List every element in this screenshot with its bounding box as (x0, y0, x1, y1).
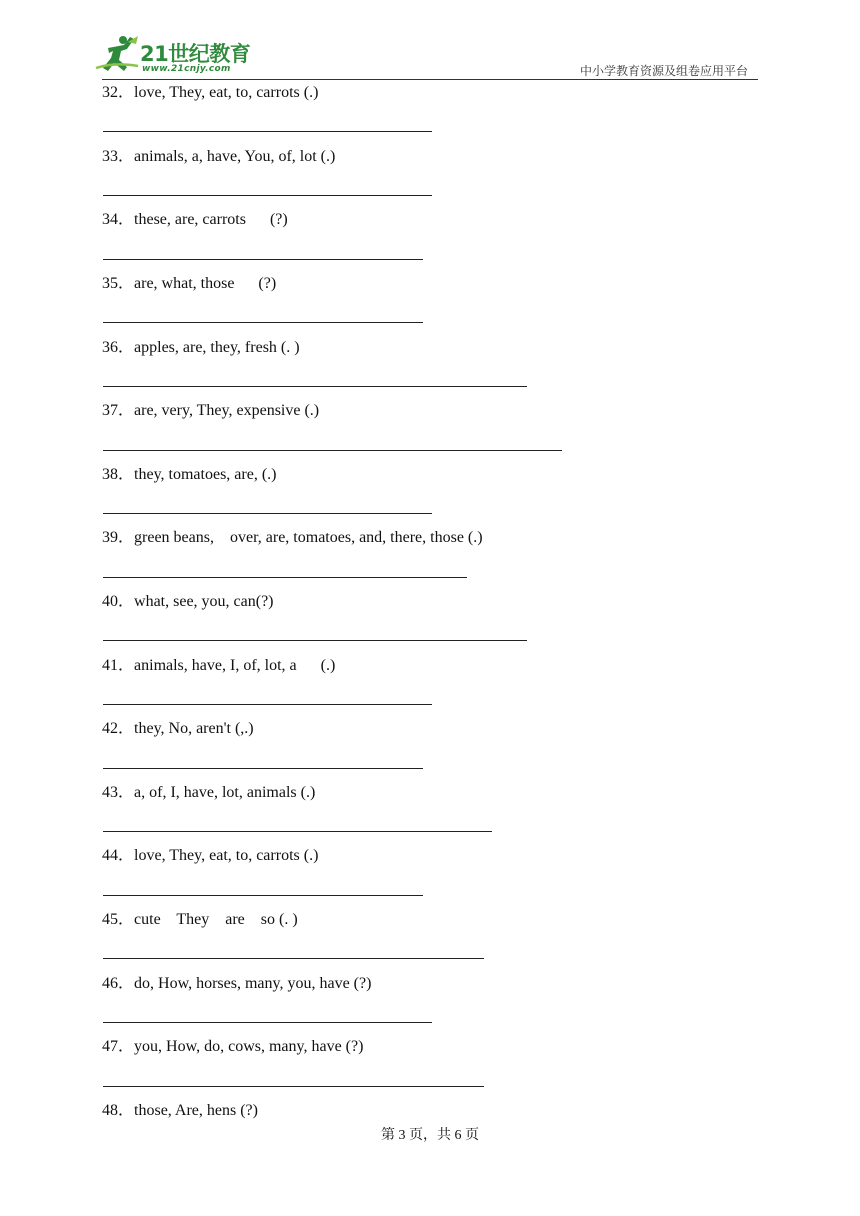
question-number: 35． (102, 275, 135, 292)
question-number: 36． (102, 339, 135, 356)
question-item (102, 274, 276, 294)
question-number: 45． (102, 911, 135, 928)
question-number: 46． (102, 975, 135, 992)
question-item (102, 1101, 258, 1121)
question-number: 43． (102, 784, 135, 801)
header-divider (102, 79, 758, 80)
question-number: 44． (102, 847, 135, 864)
question-text: apples, are, they, fresh (. ) (134, 339, 300, 356)
question-number: 40． (102, 593, 135, 610)
logo-url: www.21cnjy.com (142, 64, 231, 74)
question-item (102, 846, 318, 866)
question-text: green beans, over, are, tomatoes, and, there, those (.) (134, 529, 483, 546)
header-tagline: 中小学教育资源及组卷应用平台 (579, 64, 748, 78)
question-text: animals, have, I, of, lot, a (.) (134, 657, 336, 674)
question-item (102, 401, 319, 421)
question-text: love, They, eat, to, carrots (.) (134, 847, 319, 864)
question-text: love, They, eat, to, carrots (.) (134, 84, 319, 101)
question-text: those, Are, hens (?) (134, 1102, 258, 1119)
question-item (102, 656, 335, 676)
question-item (102, 528, 483, 548)
question-item (102, 783, 315, 803)
page-header (0, 0, 860, 82)
answer-line[interactable] (103, 450, 562, 451)
question-text: are, very, They, expensive (.) (134, 402, 320, 419)
question-item (102, 719, 254, 739)
question-text: are, what, those (?) (134, 275, 277, 292)
question-text: do, How, horses, many, you, have (?) (134, 975, 372, 992)
answer-line[interactable] (103, 768, 423, 769)
answer-line[interactable] (103, 513, 432, 514)
answer-line[interactable] (103, 386, 527, 387)
site-logo (94, 34, 264, 78)
question-text: they, No, aren't (,.) (134, 720, 254, 737)
answer-line[interactable] (103, 131, 432, 132)
question-text: what, see, you, can(?) (134, 593, 274, 610)
answer-line[interactable] (103, 577, 467, 578)
answer-line[interactable] (103, 1086, 484, 1087)
question-text: you, How, do, cows, many, have (?) (134, 1038, 364, 1055)
question-number: 41． (102, 657, 135, 674)
question-number: 33． (102, 148, 135, 165)
question-number: 32． (102, 84, 135, 101)
question-item (102, 910, 298, 930)
answer-line[interactable] (103, 831, 492, 832)
question-item (102, 83, 318, 103)
answer-line[interactable] (103, 1022, 432, 1023)
question-text: these, are, carrots (?) (134, 211, 288, 228)
question-item (102, 147, 335, 167)
question-number: 42． (102, 720, 135, 737)
answer-line[interactable] (103, 259, 423, 260)
answer-line[interactable] (103, 640, 527, 641)
question-number: 34． (102, 211, 135, 228)
question-text: they, tomatoes, are, (.) (134, 466, 277, 483)
page-footer: 第 3 页，共 6 页 (381, 1128, 479, 1143)
answer-line[interactable] (103, 895, 423, 896)
question-number: 47． (102, 1038, 135, 1055)
question-text: animals, a, have, You, of, lot (.) (134, 148, 336, 165)
question-number: 38． (102, 466, 135, 483)
question-item (102, 592, 274, 612)
answer-line[interactable] (103, 195, 432, 196)
question-number: 37． (102, 402, 135, 419)
question-item (102, 974, 371, 994)
question-item (102, 210, 288, 230)
question-item (102, 465, 276, 485)
question-item (102, 338, 300, 358)
answer-line[interactable] (103, 958, 484, 959)
question-number: 48． (102, 1102, 135, 1119)
runner-logo-icon (94, 34, 140, 76)
question-number: 39． (102, 529, 135, 546)
question-text: cute They are so (. ) (134, 911, 298, 928)
answer-line[interactable] (103, 704, 432, 705)
question-item (102, 1037, 363, 1057)
answer-line[interactable] (103, 322, 423, 323)
logo-wordmark: 21世纪教育 (140, 42, 251, 66)
question-text: a, of, I, have, lot, animals (.) (134, 784, 316, 801)
